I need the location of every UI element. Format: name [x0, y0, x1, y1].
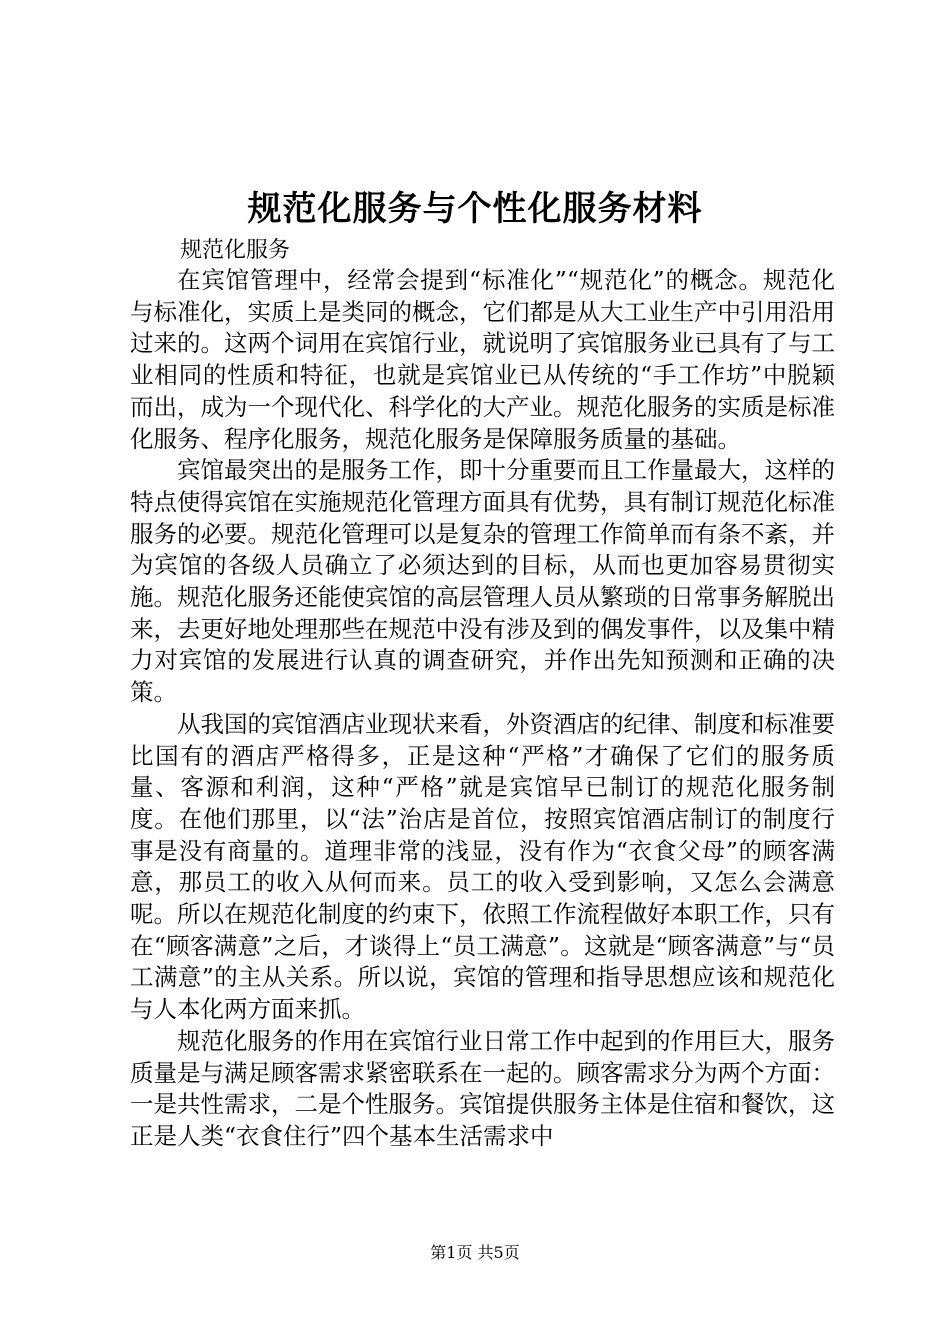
paragraph: 规范化服务的作用在宾馆行业日常工作中起到的作用巨大，服务质量是与满足顾客需求紧密联系在一起的。顾客需求分为两个方面：一是共性需求，二是个性服务。宾馆提供服务主体是住宿和餐饮，这正是人类“衣食住行”四个基本生活需求中: [130, 1026, 835, 1150]
document-body: [130, 265, 835, 1153]
paragraph: 在宾馆管理中，经常会提到“标准化”“规范化”的概念。规范化与标准化，实质上是类同的概念，它们都是从大工业生产中引用沿用过来的。这两个词用在宾馆行业，就说明了宾馆服务业已具有了与工业相同的性质和特征，也就是宾馆业已从传统的“手工作坊”中脱颖而出，成为一个现代化、科学化的大产业。规范化服务的实质是标准化服务、程序化服务，规范化服务是保障服务质量的基础。: [130, 266, 835, 453]
section-heading: 规范化服务: [180, 238, 291, 263]
document-title: 规范化服务与个性化服务材料: [247, 189, 703, 229]
paragraph: 宾馆最突出的是服务工作，即十分重要而且工作量最大，这样的特点使得宾馆在实施规范化管理方面具有优势，具有制订规范化标准服务的必要。规范化管理可以是复杂的管理工作简单而有条不紊，并为宾馆的各级人员确立了必须达到的目标，从而也更加容易贯彻实施。规范化服务还能使宾馆的高层管理人员从繁琐的日常事务解脱出来，去更好地处理那些在规范中没有涉及到的偶发事件，以及集中精力对宾馆的发展进行认真的调查研究，并作出先知预测和正确的决策。: [130, 456, 835, 707]
paragraph: 从我国的宾馆酒店业现状来看，外资酒店的纪律、制度和标准要比国有的酒店严格得多，正是这种“严格”才确保了它们的服务质量、客源和利润，这种“严格”就是宾馆早已制订的规范化服务制度。在他们那里，以“法”治店是首位，按照宾馆酒店制订的制度行事是没有商量的。道理非常的浅显，没有作为“衣食父母”的顾客满意，那员工的收入从何而来。员工的收入受到影响，又怎么会满意呢。所以在规范化制度的约束下，依照工作流程做好本职工作，只有在“顾客满意”之后，才谈得上“员工满意”。这就是“顾客满意”与“员工满意”的主从关系。所以说，宾馆的管理和指导思想应该和规范化与人本化两方面来抓。: [130, 709, 835, 1024]
page-number-footer: 第1页 共5页: [430, 1243, 520, 1262]
